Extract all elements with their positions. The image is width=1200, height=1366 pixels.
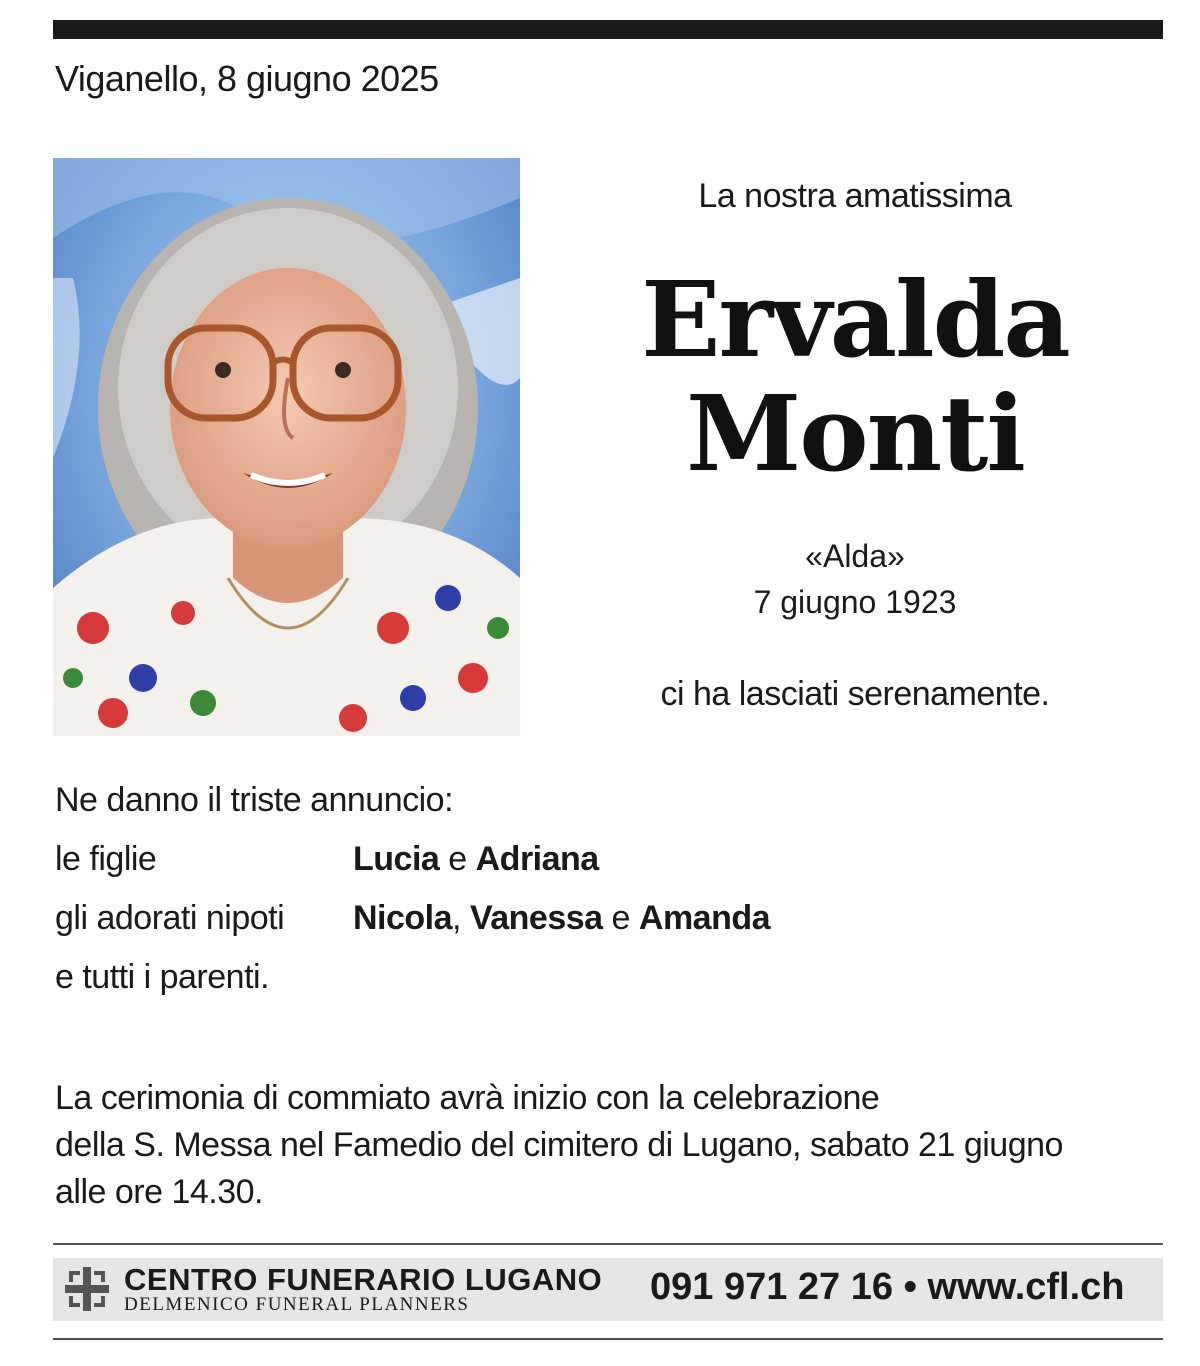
family-name: Nicola bbox=[353, 899, 453, 937]
dateline: Viganello, 8 giugno 2025 bbox=[55, 58, 439, 99]
nickname: «Alda» bbox=[805, 538, 905, 574]
funeral-home-subtitle: DELMENICO FUNERAL PLANNERS bbox=[124, 1294, 470, 1315]
website-link[interactable]: www.cfl.ch bbox=[927, 1266, 1125, 1308]
passing-text: ci ha lasciati serenamente. bbox=[660, 675, 1050, 713]
relation-label: le figlie bbox=[55, 840, 157, 878]
footer-bottom-rule bbox=[53, 1338, 1163, 1340]
family-name: Vanessa bbox=[469, 899, 603, 937]
announcement-heading: Ne danno il triste annuncio: bbox=[55, 781, 454, 819]
ceremony-line: La cerimonia di commiato avrà inizio con la celebrazione bbox=[55, 1079, 880, 1117]
family-name: Adriana bbox=[475, 840, 599, 878]
relation-label: gli adorati nipoti bbox=[55, 899, 285, 937]
family-row-daughters bbox=[55, 840, 599, 879]
ceremony-details bbox=[55, 1075, 1165, 1216]
contact-info bbox=[650, 1266, 1125, 1309]
phone-number[interactable]: 091 971 27 16 bbox=[650, 1266, 894, 1308]
family-row-grandchildren bbox=[55, 899, 770, 938]
cross-logo-icon bbox=[63, 1265, 111, 1313]
name-separator: , bbox=[452, 899, 470, 937]
intro-text: La nostra amatissima bbox=[698, 177, 1012, 215]
portrait-photo bbox=[53, 158, 520, 736]
family-name: Lucia bbox=[353, 840, 440, 878]
ceremony-line: della S. Messa nel Famedio del cimitero di Lugano, sabato 21 giugno bbox=[55, 1126, 1063, 1164]
funeral-home-name: CENTRO FUNERARIO LUGANO bbox=[124, 1262, 603, 1297]
deceased-first-name: Ervalda bbox=[641, 258, 1069, 381]
birth-date: 7 giugno 1923 bbox=[753, 584, 957, 620]
top-rule bbox=[53, 20, 1163, 39]
footer-top-rule bbox=[53, 1243, 1163, 1245]
name-separator: e bbox=[602, 899, 639, 937]
name-separator: e bbox=[439, 840, 476, 878]
deceased-last-name: Monti bbox=[686, 372, 1024, 495]
family-name: Amanda bbox=[638, 899, 771, 937]
bullet-separator: • bbox=[903, 1266, 917, 1308]
family-row-relatives: e tutti i parenti. bbox=[55, 958, 270, 996]
ceremony-line: alle ore 14.30. bbox=[55, 1173, 263, 1211]
